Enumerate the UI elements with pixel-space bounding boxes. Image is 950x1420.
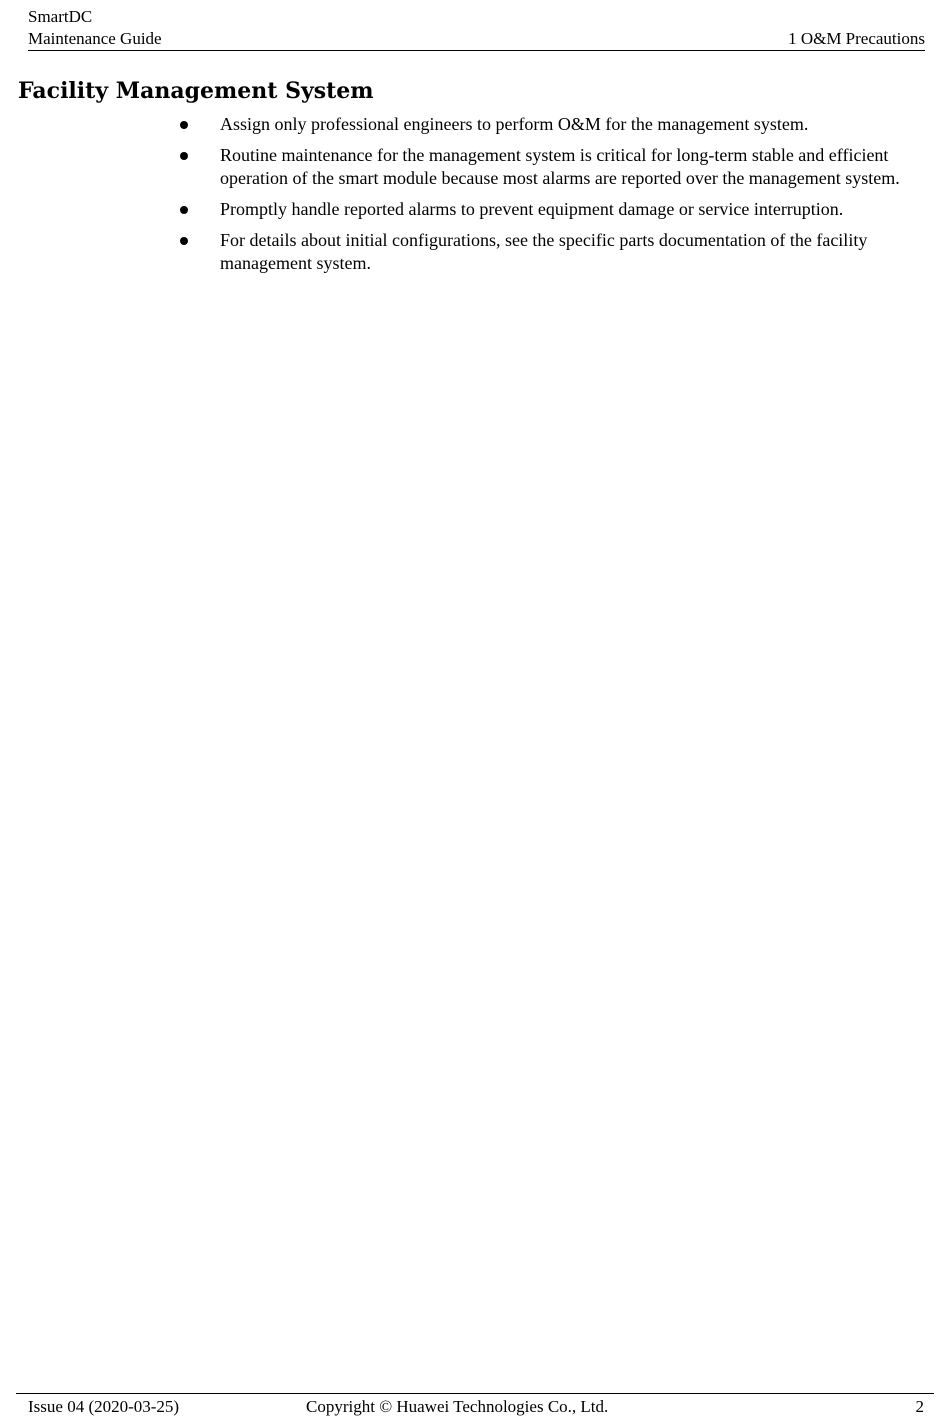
list-item-text: For details about initial configurations, see the specific parts documentation of the facility management system. [220,230,868,273]
list-item-text: Promptly handle reported alarms to prevent equipment damage or service interruption. [220,199,844,219]
list-item [178,113,918,136]
footer-page-number: 2 [915,1397,924,1416]
list-item-text: Routine maintenance for the management system is critical for long-term stable and efficient operation of the smart module because most alarms are reported over the management system. [220,145,900,188]
list-item-text: Assign only professional engineers to perform O&M for the management system. [220,114,809,134]
bullet-list [178,113,918,283]
footer-copyright: Copyright © Huawei Technologies Co., Ltd. [306,1397,609,1416]
list-item [178,229,918,275]
header-document-title: Maintenance Guide [28,29,162,48]
page-footer [16,1393,934,1420]
section-title: Facility Management System [18,78,374,104]
bullet-icon [180,237,188,245]
header-chapter-title: 1 O&M Precautions [788,29,925,48]
bullet-icon [180,152,188,160]
page-header [28,6,925,51]
footer-issue: Issue 04 (2020-03-25) [28,1397,180,1416]
bullet-icon [180,206,188,214]
bullet-icon [180,121,188,129]
list-item [178,198,918,221]
header-product-name: SmartDC [28,7,93,26]
list-item [178,144,918,190]
